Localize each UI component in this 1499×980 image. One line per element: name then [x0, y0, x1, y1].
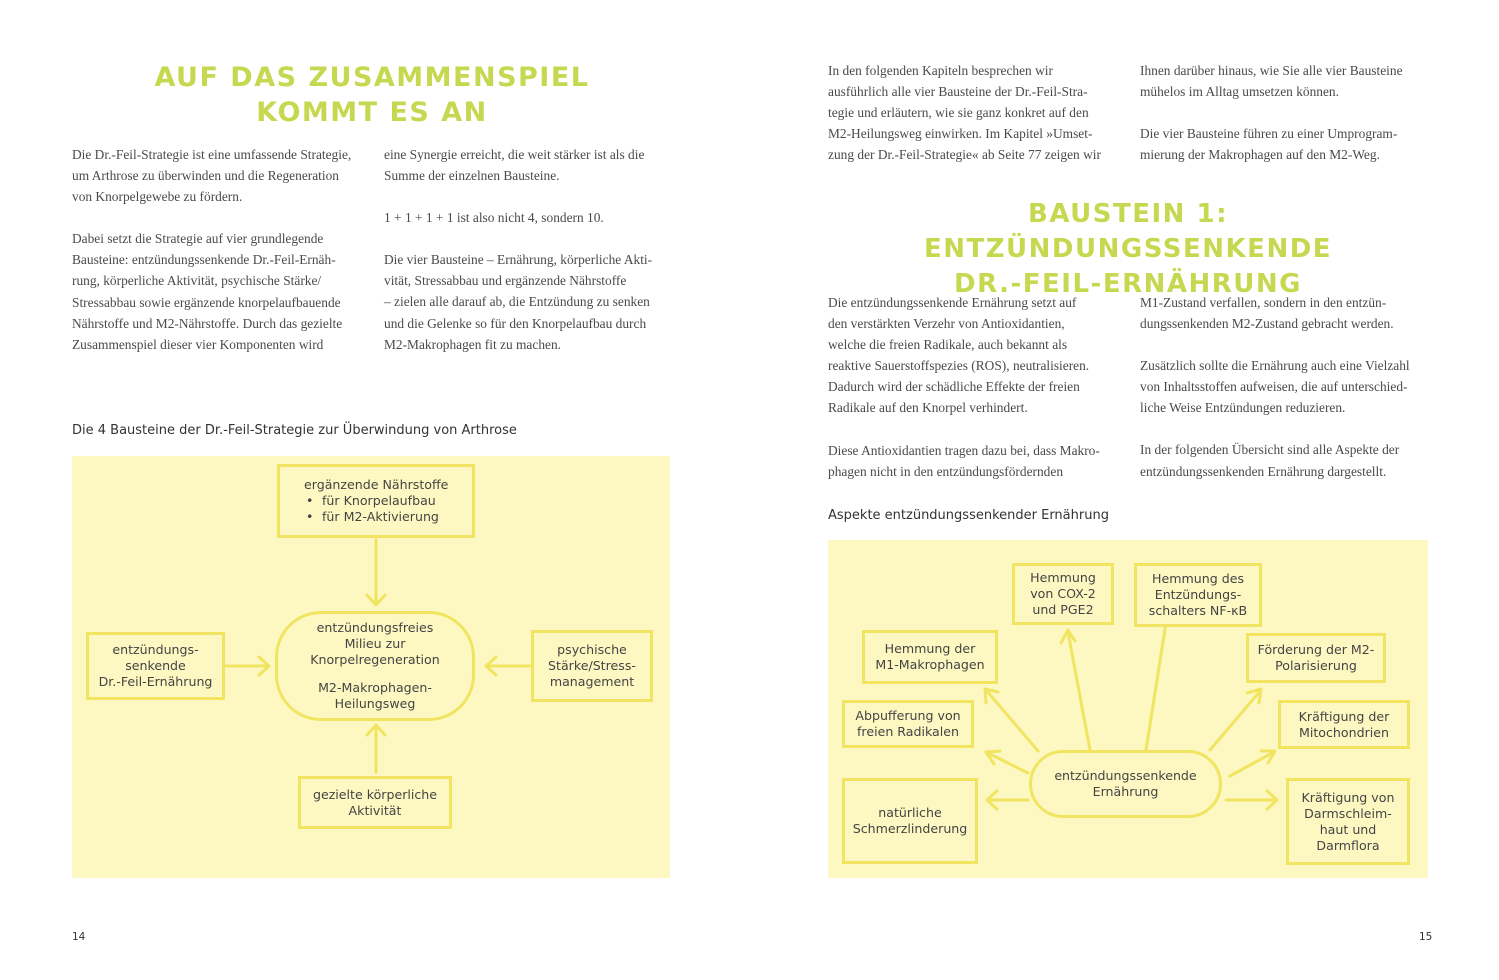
box-line: management: [549, 674, 635, 689]
box-line: entzündungs-: [112, 642, 199, 657]
nfkb-inhibition-box: [1134, 563, 1262, 627]
box-line: Schmerzlinderung: [852, 821, 968, 836]
paragraph: [1140, 292, 1440, 334]
heading-line: KOMMT ES AN: [256, 97, 488, 128]
text-line: Zusätzlich sollte die Ernährung auch eine Vielzahl: [1140, 358, 1410, 374]
text-line: Ihnen darüber hinaus, wie Sie alle vier Bausteine: [1140, 63, 1403, 78]
box-line: Hemmung des: [1151, 571, 1245, 586]
text-line: Die entzündungssenkende Ernährung setzt auf: [828, 295, 1077, 310]
box-line: Darmflora: [1316, 837, 1380, 853]
supplements-box: [277, 464, 475, 538]
box-line: schalters NF-κB: [1148, 603, 1248, 618]
left-page-heading: [72, 60, 672, 130]
text-line: – zielen alle darauf ab, die Entzündung zu senken: [384, 294, 650, 310]
text-line: Diese Antioxidantien tragen dazu bei, dass Makro-: [828, 442, 1100, 458]
right-text-column-1: [828, 292, 1128, 503]
left-diagram-caption: Die 4 Bausteine der Dr.-Feil-Strategie zur Überwindung von Arthrose: [72, 423, 517, 438]
left-diagram-panel: [72, 456, 670, 878]
left-text-column-1: [72, 144, 372, 376]
text-line: vität, Stressabbau und ergänzende Nährstoffe: [384, 273, 627, 289]
text-line: reaktive Sauerstoffspezies (ROS), neutralisieren.: [828, 358, 1090, 374]
paragraph: [1140, 60, 1440, 102]
pain-relief-box: [842, 778, 978, 864]
radical-buffering-box: [842, 700, 974, 748]
box-line: Aktivität: [348, 802, 402, 818]
paragraph: [384, 249, 684, 354]
box-line: Förderung der M2-: [1257, 642, 1375, 657]
text-line: Die Dr.-Feil-Strategie ist eine umfassende Strategie,: [72, 147, 352, 162]
paragraph: [384, 144, 684, 186]
text-line: M2-Makrophagen fit zu machen.: [384, 336, 561, 352]
text-line: zung der Dr.-Feil-Strategie« ab Seite 77 zeigen wir: [828, 147, 1101, 163]
page-number-left: 14: [72, 931, 86, 943]
text-line: entzündungssenkenden Ernährung dargestellt.: [1140, 463, 1387, 479]
paragraph: [1140, 123, 1440, 165]
right-text-column-2: [1140, 292, 1440, 503]
paragraph: [828, 292, 1128, 419]
box-line: von COX-2: [1030, 586, 1096, 601]
paragraph: [384, 207, 684, 228]
box-line: senkende: [125, 658, 186, 673]
right-diagram-caption: Aspekte entzündungssenkender Ernährung: [828, 508, 1109, 523]
text-line: von Knorpelgewebe zu fördern.: [72, 189, 243, 205]
text-line: ausführlich alle vier Bausteine der Dr.-Feil-Stra-: [828, 84, 1088, 100]
text-line: Bausteine: entzündungssenkende Dr.-Feil-Ernäh-: [72, 252, 336, 268]
text-line: um Arthrose zu überwinden und die Regeneration: [72, 168, 339, 184]
box-line: Abpufferung von: [855, 708, 961, 723]
list-item: • für Knorpelaufbau: [304, 493, 439, 509]
text-line: Zusammenspiel dieser vier Komponenten wird: [72, 336, 324, 352]
text-line: welche die freien Radikale, auch bekannt als: [828, 337, 1068, 353]
box-line: Entzündungs-: [1154, 587, 1242, 602]
text-line: liche Weise Entzündungen reduzieren.: [1140, 400, 1346, 416]
right-page-heading: [828, 197, 1428, 302]
text-line: In den folgenden Kapiteln besprechen wir: [828, 63, 1053, 78]
text-line: In der folgenden Übersicht sind alle Aspekte der: [1140, 442, 1400, 458]
text-line: Radikale auf den Knorpel verhindert.: [828, 400, 1028, 416]
box-line: natürliche: [878, 805, 942, 820]
paragraph: [1140, 355, 1440, 418]
box-line: Ernährung: [1092, 784, 1159, 799]
box-line: Hemmung: [1030, 570, 1096, 585]
text-line: Stressabbau sowie ergänzende knorpelaufbauende: [72, 294, 341, 310]
text-line: Die vier Bausteine führen zu einer Umprogram-: [1140, 126, 1398, 142]
text-line: M1-Zustand verfallen, sondern in den entzün-: [1140, 295, 1387, 310]
box-line: haut und: [1319, 821, 1377, 837]
box-line: Stärke/Stress-: [548, 658, 636, 673]
text-line: mierung der Makrophagen auf den M2-Weg.: [1140, 147, 1380, 163]
box-line: Knorpelregeneration: [310, 652, 440, 667]
box-line: entzündungssenkende: [1054, 768, 1197, 783]
text-line: Dabei setzt die Strategie auf vier grundlegende: [72, 231, 324, 247]
heading-line: BAUSTEIN 1: ENTZÜNDUNGSSENKENDE: [923, 199, 1333, 264]
paragraph: [1140, 439, 1440, 481]
box-line: Polarisierung: [1275, 658, 1357, 673]
text-line: M2-Heilungsweg einwirken. Im Kapitel »Umset-: [828, 126, 1093, 142]
paragraph: [828, 60, 1128, 165]
gut-health-box: [1286, 778, 1410, 865]
box-line: M1-Makrophagen: [875, 657, 985, 672]
text-line: rung, körperliche Aktivität, psychische Stärke/: [72, 273, 322, 289]
text-line: Dadurch wird der schädliche Effekte der freien: [828, 379, 1080, 395]
m2-polarization-box: [1246, 633, 1386, 683]
text-line: Nährstoffe und M2-Nährstoffe. Durch das gezielte: [72, 315, 343, 331]
text-line: phagen nicht in den entzündungsfördernden: [828, 463, 1064, 479]
box-line: M2-Makrophagen-: [318, 680, 432, 695]
paragraph: [72, 144, 372, 207]
box-title: ergänzende Nährstoffe: [304, 477, 449, 492]
heading-line: AUF DAS ZUSAMMENSPIEL: [154, 62, 590, 93]
mitochondria-box: [1278, 700, 1410, 749]
box-line: Kräftigung der: [1298, 708, 1390, 724]
heading-line: DR.-FEIL-ERNÄHRUNG: [954, 269, 1302, 299]
psyche-box: [531, 630, 653, 702]
text-line: und die Gelenke so für den Knorpelaufbau durch: [384, 315, 647, 331]
text-line: mühelos im Alltag umsetzen können.: [1140, 84, 1339, 100]
box-line: Heilungsweg: [334, 696, 416, 711]
page-number-right: 15: [1419, 931, 1433, 943]
box-line: und PGE2: [1032, 602, 1094, 617]
box-line: Mitochondrien: [1298, 724, 1389, 740]
box-list: [304, 493, 439, 525]
paragraph: [828, 440, 1128, 482]
box-line: Kräftigung von: [1301, 789, 1395, 805]
box-line: Dr.-Feil-Ernährung: [98, 674, 213, 689]
box-line: freien Radikalen: [856, 724, 960, 739]
center-goal-oval: [275, 611, 475, 721]
center-nutrition-oval: [1029, 750, 1222, 818]
text-line: Die vier Bausteine – Ernährung, körperliche Akti-: [384, 252, 653, 268]
right-diagram-panel: [828, 540, 1428, 878]
m1-inhibition-box: [862, 630, 998, 684]
box-line: entzündungsfreies: [316, 620, 434, 635]
text-line: Summe der einzelnen Bausteine.: [384, 168, 560, 184]
box-line: Milieu zur: [344, 636, 406, 651]
box-line: Hemmung der: [884, 641, 976, 656]
cox-inhibition-box: [1012, 563, 1114, 625]
box-line: gezielte körperliche: [312, 786, 438, 802]
text-line: eine Synergie erreicht, die weit stärker ist als die: [384, 147, 645, 162]
text-line: den verstärkten Verzehr von Antioxidantien,: [828, 316, 1065, 332]
left-text-column-2: [384, 144, 684, 376]
text-line: dungssenkenden M2-Zustand gebracht werden.: [1140, 316, 1394, 332]
nutrition-box: [86, 632, 225, 700]
text-line: tegie und erläutern, wie sie ganz konkret auf den: [828, 105, 1089, 121]
right-intro-column-1: [828, 60, 1128, 186]
paragraph: [72, 228, 372, 355]
right-intro-column-2: [1140, 60, 1440, 186]
box-line: Darmschleim-: [1304, 805, 1392, 821]
box-line: psychische: [557, 642, 627, 657]
activity-box: [298, 776, 452, 829]
text-line: von Inhaltsstoffen aufweisen, die auf unterschied-: [1140, 379, 1408, 395]
text-line: 1 + 1 + 1 + 1 ist also nicht 4, sondern 10.: [384, 210, 604, 226]
list-item: • für M2-Aktivierung: [304, 509, 439, 525]
